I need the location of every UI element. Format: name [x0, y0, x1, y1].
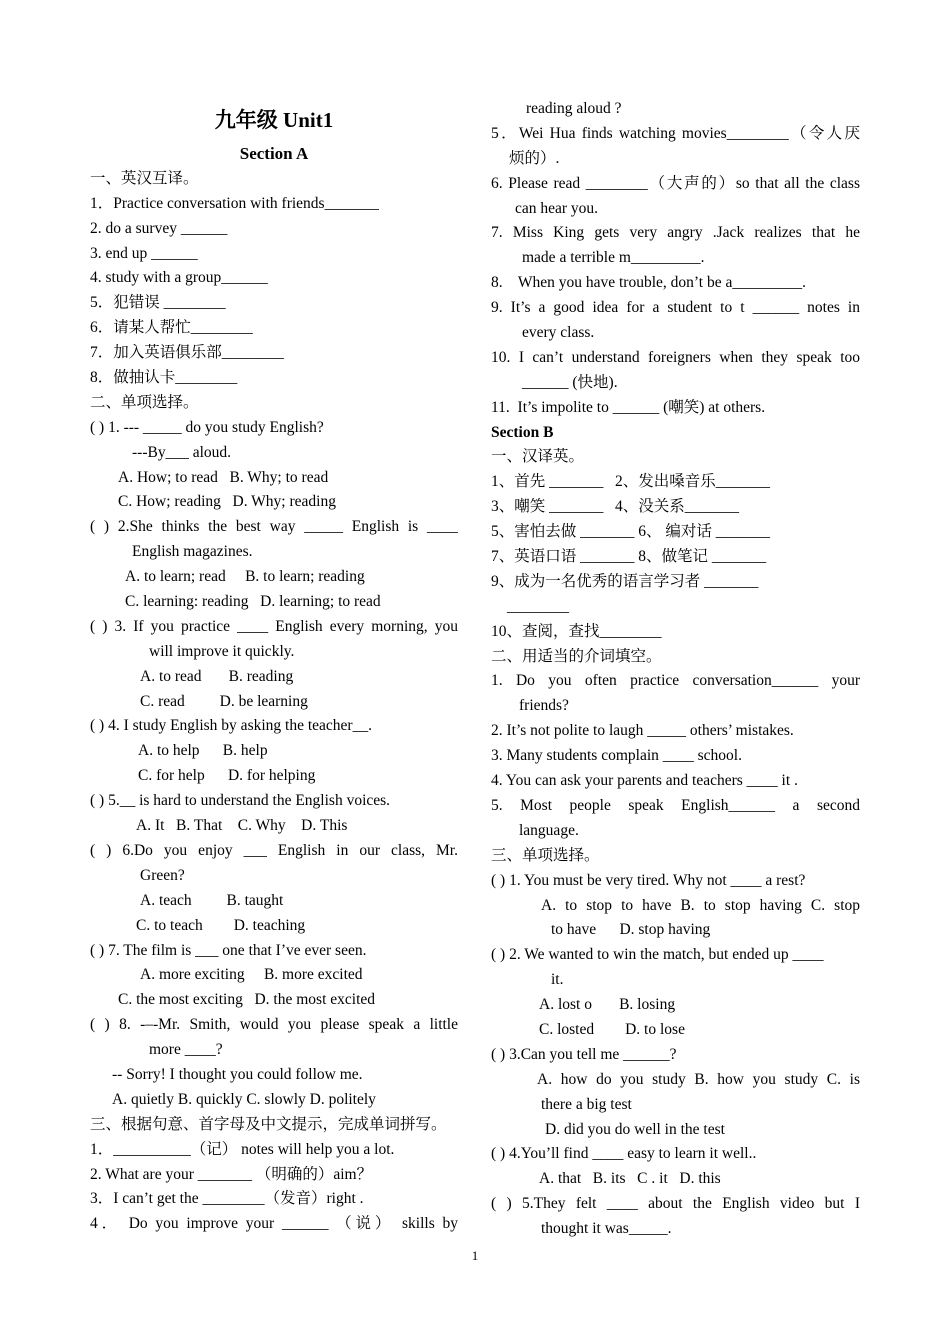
question-8-stem: ( ) 8. -–-Mr. Smith, would you please speak a little: [90, 1016, 458, 1034]
part3-heading: 三、根据句意、首字母及中文提示，完成单词拼写。: [90, 1115, 447, 1133]
question-2-options: A. to learn; read B. to learn; reading: [125, 568, 365, 586]
vocab-item: 1．Practice conversation with friends_______: [90, 194, 379, 212]
question-7-options: C. the most exciting D. the most excited: [118, 991, 375, 1009]
question-8-options: A. quietly B. quickly C. slowly D. politely: [112, 1090, 376, 1108]
b-question-1-stem: ( ) 1. You must be very tired. Why not ____ a rest?: [491, 871, 806, 889]
question-5-stem: ( ) 5.__ is hard to understand the English voices.: [90, 792, 391, 810]
question-1-stem: ( ) 1. --- _____ do you study English?: [90, 418, 324, 436]
preposition-item: 2. It’s not polite to laugh _____ others’ mistakes.: [491, 722, 794, 740]
b-part1-heading: 一、汉译英。: [491, 448, 585, 466]
question-3-stem: ( ) 3. If you practice ____ English every morning, you: [90, 617, 458, 635]
b-question-2-stem: ( ) 2. We wanted to win the match, but ended up ____: [491, 946, 824, 964]
question-6-stem: ( ) 6.Do you enjoy ___ English in our class, Mr.: [90, 841, 458, 859]
question-3-line: will improve it quickly.: [149, 642, 295, 660]
translation-item: 7、英语口语 _______ 8、做笔记 _______: [491, 548, 767, 566]
spelling-item: 7. Miss King gets very angry .Jack realizes that he: [491, 224, 860, 242]
part1-heading: 一、英汉互译。: [90, 169, 199, 187]
vocab-item: 6．请某人帮忙________: [90, 319, 253, 337]
b-question-5-line: thought it was_____.: [541, 1220, 672, 1238]
question-4-stem: ( ) 4. I study English by asking the teacher__.: [90, 717, 372, 735]
spelling-item: 11. It’s impolite to ______ (嘲笑) at others.: [491, 398, 766, 416]
spelling-item: 1．__________（记） notes will help you a lot.: [90, 1140, 395, 1158]
preposition-item: 5. Most people speak English______ a second: [491, 796, 860, 814]
page-number: 1: [471, 1248, 479, 1263]
right-column: [491, 97, 860, 1242]
spelling-item: 3．I can’t get the ________（发音）right .: [90, 1190, 364, 1208]
b-question-3-options: A. how do you study B. how you study C. is: [537, 1070, 860, 1088]
question-7-options: A. more exciting B. more excited: [140, 966, 363, 984]
spelling-item-cont: made a terrible m_________.: [522, 249, 705, 267]
preposition-item: 1. Do you often practice conversation______ your: [491, 672, 860, 690]
question-7-stem: ( ) 7. The film is ___ one that I’ve ever seen.: [90, 941, 367, 959]
spelling-item: 9. It’s a good idea for a student to t ______ notes in: [491, 299, 860, 317]
b-part3-heading: 三、单项选择。: [491, 846, 600, 864]
spelling-item: 8. When you have trouble, don’t be a_________.: [491, 274, 806, 292]
question-8-line: -- Sorry! I thought you could follow me.: [112, 1065, 363, 1083]
translation-item: 5、害怕去做 _______ 6、 编对话 _______: [491, 523, 771, 541]
question-5-options: A. It B. That C. Why D. This: [136, 817, 348, 835]
vocab-item: 4. study with a group______: [90, 269, 268, 287]
b-question-4-stem: ( ) 4.You’ll find ____ easy to learn it well..: [491, 1145, 757, 1163]
spelling-item: 5．Wei Hua finds watching movies________（令人厌: [491, 124, 860, 142]
question-6-options: A. teach B. taught: [140, 891, 284, 909]
b-question-3-options: there a big test: [541, 1095, 632, 1113]
preposition-item-cont: language.: [519, 821, 579, 839]
question-8-line: more ____?: [149, 1041, 223, 1059]
vocab-item: 2. do a survey ______: [90, 219, 228, 237]
translation-item: 3、嘲笑 _______ 4、没关系_______: [491, 498, 740, 516]
question-3-options: C. read D. be learning: [140, 692, 308, 710]
preposition-item: 4. You can ask your parents and teachers ____ it .: [491, 772, 798, 790]
vocab-item: 5．犯错误 ________: [90, 294, 226, 312]
spelling-item: 4． Do you improve your ______ （说） skills by: [90, 1215, 458, 1233]
question-6-line: Green?: [140, 866, 185, 884]
continued-line: reading aloud ?: [526, 100, 622, 117]
b-question-2-options: A. lost o B. losing: [539, 996, 676, 1014]
question-1-options: C. How; reading D. Why; reading: [118, 493, 336, 511]
b-question-5-stem: ( ) 5.They felt ____ about the English video but I: [491, 1195, 860, 1213]
section-a-heading: Section A: [239, 144, 309, 163]
translation-item-cont: ________: [507, 597, 569, 615]
question-4-options: A. to help B. help: [138, 742, 268, 760]
question-2-options: C. learning: reading D. learning; to read: [125, 593, 381, 611]
vocab-item: 3. end up ______: [90, 244, 198, 262]
spelling-item: 2. What are your _______ （明确的）aim？: [90, 1165, 373, 1183]
page-title: 九年级 Unit1: [214, 108, 334, 132]
section-b-heading: Section B: [491, 423, 554, 441]
spelling-item-cont: ______ (快地).: [522, 373, 618, 391]
spelling-item-cont: 烦的）.: [509, 149, 560, 167]
question-3-options: A. to read B. reading: [140, 667, 294, 685]
b-question-4-options: A. that B. its C . it D. this: [539, 1170, 721, 1188]
b-question-1-options: to have D. stop having: [551, 921, 711, 939]
preposition-item-cont: friends?: [519, 697, 569, 715]
preposition-item: 3. Many students complain ____ school.: [491, 747, 742, 765]
b-question-2-line: it.: [551, 971, 564, 989]
spelling-item: 6. Please read ________（大声的）so that all the class: [491, 174, 860, 192]
question-1-options: A. How; to read B. Why; to read: [118, 468, 329, 486]
b-question-3-stem: ( ) 3.Can you tell me ______?: [491, 1045, 677, 1063]
b-part2-heading: 二、用适当的介词填空。: [491, 647, 662, 665]
b-question-2-options: C. losted D. to lose: [539, 1020, 685, 1038]
question-2-stem: ( ) 2.She thinks the best way _____ English is ____: [90, 518, 458, 536]
spelling-item-cont: can hear you.: [515, 199, 599, 217]
question-1-line: ---By___ aloud.: [132, 443, 232, 461]
question-6-options: C. to teach D. teaching: [136, 916, 306, 934]
b-question-1-options: A. to stop to have B. to stop having C. stop: [541, 896, 860, 914]
translation-item: 10、查阅，查找________: [491, 622, 662, 640]
translation-item: 9、成为一名优秀的语言学习者 _______: [491, 572, 759, 590]
part2-heading: 二、单项选择。: [90, 393, 199, 411]
b-question-3-options: D. did you do well in the test: [545, 1120, 725, 1138]
translation-item: 1、首先 _______ 2、发出嗓音乐_______: [491, 473, 771, 491]
spelling-item: 10. I can’t understand foreigners when they speak too: [491, 348, 860, 366]
vocab-item: 8．做抽认卡________: [90, 369, 238, 387]
question-4-options: C. for help D. for helping: [138, 767, 316, 785]
left-column: [90, 97, 458, 1237]
question-2-line: English magazines.: [132, 543, 253, 561]
spelling-item-cont: every class.: [522, 324, 595, 342]
vocab-item: 7．加入英语俱乐部________: [90, 344, 284, 362]
